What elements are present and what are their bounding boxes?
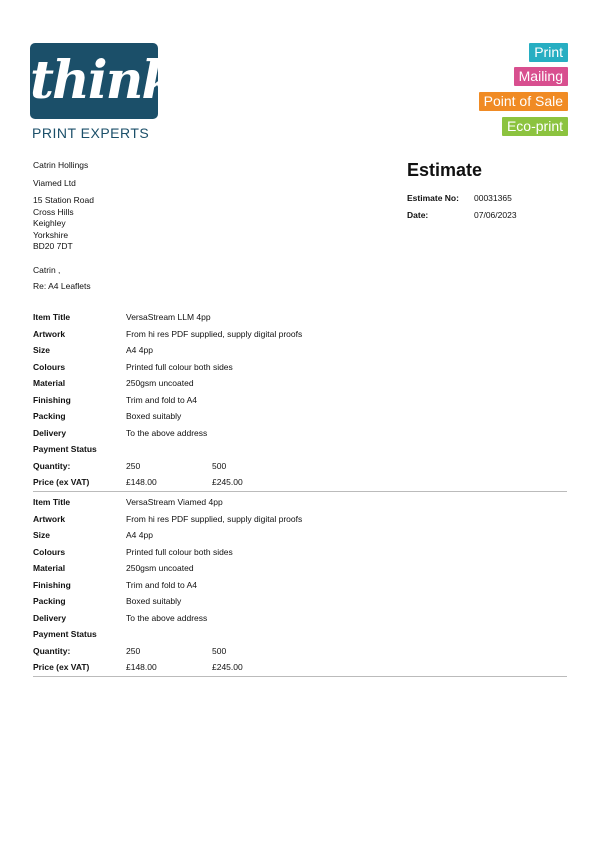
spec-row-packing xyxy=(33,593,567,610)
spec-label: Price (ex VAT) xyxy=(33,477,90,487)
quantity-value: 500 xyxy=(212,645,227,656)
spec-row-payment-status xyxy=(33,626,567,643)
spec-label: Item Title xyxy=(33,312,71,322)
spec-label: Material xyxy=(33,378,66,388)
spec-row-finishing xyxy=(33,577,567,594)
spec-label: Payment Status xyxy=(33,629,97,639)
spec-value: VersaStream Viamed 4pp xyxy=(126,497,223,507)
spec-label: Delivery xyxy=(33,427,67,438)
spec-row-colours xyxy=(33,359,567,376)
spec-value: From hi res PDF supplied, supply digital proofs xyxy=(126,328,303,339)
spec-row-quantity xyxy=(33,643,567,660)
document-title: Estimate xyxy=(407,160,483,180)
spec-value: To the above address xyxy=(126,612,208,623)
spec-label: Finishing xyxy=(33,579,71,590)
spec-label: Material xyxy=(33,563,66,573)
recipient-address xyxy=(33,160,94,253)
think-logo: think xyxy=(30,43,158,119)
spec-row-artwork xyxy=(33,326,567,343)
spec-row-quantity xyxy=(33,458,567,475)
subject-line: Re: A4 Leaflets xyxy=(33,281,91,291)
date-value: 07/06/2023 xyxy=(474,210,517,220)
price-value: £148.00 xyxy=(126,477,157,487)
spec-row-packing xyxy=(33,408,567,425)
spec-value: Printed full colour both sides xyxy=(126,361,233,372)
address-line: Keighley xyxy=(33,218,66,228)
spec-label: Price (ex VAT) xyxy=(33,662,90,672)
item-spec-table xyxy=(33,309,567,492)
spec-label: Item Title xyxy=(33,497,71,507)
spec-row-delivery xyxy=(33,425,567,442)
spec-label: Finishing xyxy=(33,394,71,405)
spec-row-material xyxy=(33,560,567,577)
address-line: Yorkshire xyxy=(33,229,69,240)
spec-value: A4 4pp xyxy=(126,530,153,540)
spec-label: Size xyxy=(33,530,51,540)
spec-row-artwork xyxy=(33,511,567,528)
date-label: Date: xyxy=(407,210,429,220)
address-line: Catrin Hollings xyxy=(33,160,89,170)
spec-label: Delivery xyxy=(33,612,67,623)
spec-row-size xyxy=(33,527,567,544)
spec-value: From hi res PDF supplied, supply digital proofs xyxy=(126,513,303,524)
item-spec-table xyxy=(33,494,567,677)
spec-label: Packing xyxy=(33,596,66,606)
estimate-number: 00031365 xyxy=(474,193,512,203)
spec-row-payment-status xyxy=(33,441,567,458)
spec-row-finishing xyxy=(33,392,567,409)
estimate-number-row xyxy=(407,193,512,203)
spec-value: 250gsm uncoated xyxy=(126,563,194,573)
address-line: BD20 7DT xyxy=(33,241,73,251)
greeting: Catrin , xyxy=(33,265,61,275)
service-eco-print-tag: Eco-print xyxy=(502,117,568,136)
quantity-value: 250 xyxy=(126,460,141,471)
quantity-value: 250 xyxy=(126,645,141,656)
spec-row-item-title xyxy=(33,494,567,511)
spec-label: Packing xyxy=(33,411,66,421)
price-value: £245.00 xyxy=(212,662,243,672)
spec-value: A4 4pp xyxy=(126,345,153,355)
address-line: Viamed Ltd xyxy=(33,177,76,188)
spec-value: Trim and fold to A4 xyxy=(126,579,198,590)
spec-value: Printed full colour both sides xyxy=(126,546,233,557)
spec-row-item-title xyxy=(33,309,567,326)
spec-label: Quantity: xyxy=(33,645,71,656)
spec-value: Boxed suitably xyxy=(126,596,182,606)
service-print-tag: Print xyxy=(529,43,568,62)
spec-row-material xyxy=(33,375,567,392)
address-line: 15 Station Road xyxy=(33,195,94,205)
spec-label: Artwork xyxy=(33,328,66,339)
spec-row-colours xyxy=(33,544,567,561)
service-point-of-sale-tag: Point of Sale xyxy=(479,92,568,111)
spec-row-price xyxy=(33,474,567,491)
date-row xyxy=(407,210,517,220)
spec-value: Trim and fold to A4 xyxy=(126,394,198,405)
spec-row-delivery xyxy=(33,610,567,627)
price-value: £148.00 xyxy=(126,662,157,672)
spec-label: Size xyxy=(33,345,51,355)
spec-label: Quantity: xyxy=(33,460,71,471)
address-line: Cross Hills xyxy=(33,206,74,217)
spec-label: Colours xyxy=(33,361,66,372)
spec-label: Artwork xyxy=(33,513,66,524)
spec-row-price xyxy=(33,659,567,676)
quantity-value: 500 xyxy=(212,460,227,471)
spec-value: VersaStream LLM 4pp xyxy=(126,312,211,322)
logo-tagline: PRINT EXPERTS xyxy=(32,125,150,141)
estimate-number-label: Estimate No: xyxy=(407,193,459,203)
spec-value: To the above address xyxy=(126,427,208,438)
spec-value: 250gsm uncoated xyxy=(126,378,194,388)
spec-row-size xyxy=(33,342,567,359)
spec-label: Colours xyxy=(33,546,66,557)
spec-label: Payment Status xyxy=(33,444,97,454)
service-mailing-tag: Mailing xyxy=(514,67,568,86)
spec-value: Boxed suitably xyxy=(126,411,182,421)
price-value: £245.00 xyxy=(212,477,243,487)
